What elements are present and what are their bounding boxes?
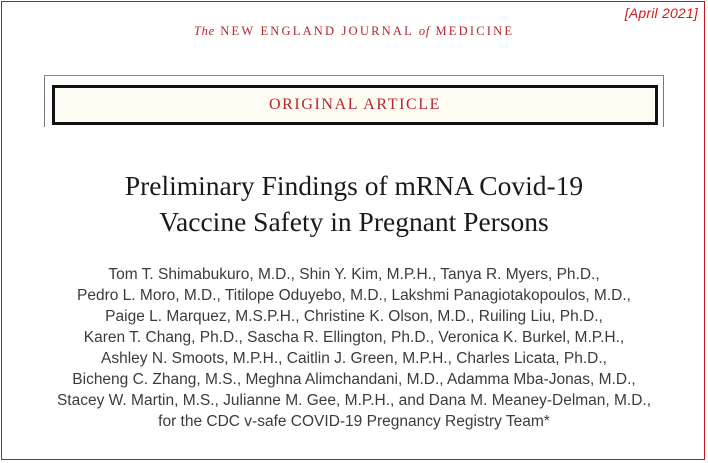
- article-type-label: ORIGINAL ARTICLE: [268, 96, 442, 113]
- author-line: Pedro L. Moro, M.D., Titilope Oduyebo, M.D., Lakshmi Panagiotakopoulos, M.D.,: [77, 287, 631, 304]
- author-line: Bicheng C. Zhang, M.S., Meghna Alimchandani, M.D., Adamma Mba-Jonas, M.D.,: [72, 371, 636, 388]
- author-line: Stacey W. Martin, M.S., Julianne M. Gee, M.P.H., and Dana M. Meaney-Delman, M.D.,: [56, 392, 652, 409]
- masthead-the: The: [193, 24, 215, 38]
- author-list: [0, 264, 708, 432]
- author-line: Ashley N. Smoots, M.P.H., Caitlin J. Green, M.P.H., Charles Licata, Ph.D.,: [101, 350, 607, 367]
- article-title: [0, 168, 708, 240]
- masthead-medicine: MEDICINE: [435, 24, 515, 38]
- article-type-banner: [52, 85, 658, 125]
- author-line: Paige L. Marquez, M.S.P.H., Christine K. Olson, M.D., Ruiling Liu, Ph.D.,: [105, 308, 603, 325]
- date-tag: [April 2021]: [624, 5, 698, 21]
- author-line: Tom T. Shimabukuro, M.D., Shin Y. Kim, M.P.H., Tanya R. Myers, Ph.D.,: [108, 266, 600, 283]
- title-line: Preliminary Findings of mRNA Covid-19: [124, 170, 584, 201]
- journal-masthead: [0, 24, 708, 39]
- author-line: Karen T. Chang, Ph.D., Sascha R. Ellington, Ph.D., Veronica K. Burkel, M.P.H.,: [83, 329, 625, 346]
- title-line: Vaccine Safety in Pregnant Persons: [159, 206, 549, 237]
- masthead-of: of: [418, 24, 431, 38]
- author-line: for the CDC v-safe COVID-19 Pregnancy Registry Team*: [158, 413, 550, 430]
- masthead-journal: NEW ENGLAND JOURNAL: [220, 24, 414, 38]
